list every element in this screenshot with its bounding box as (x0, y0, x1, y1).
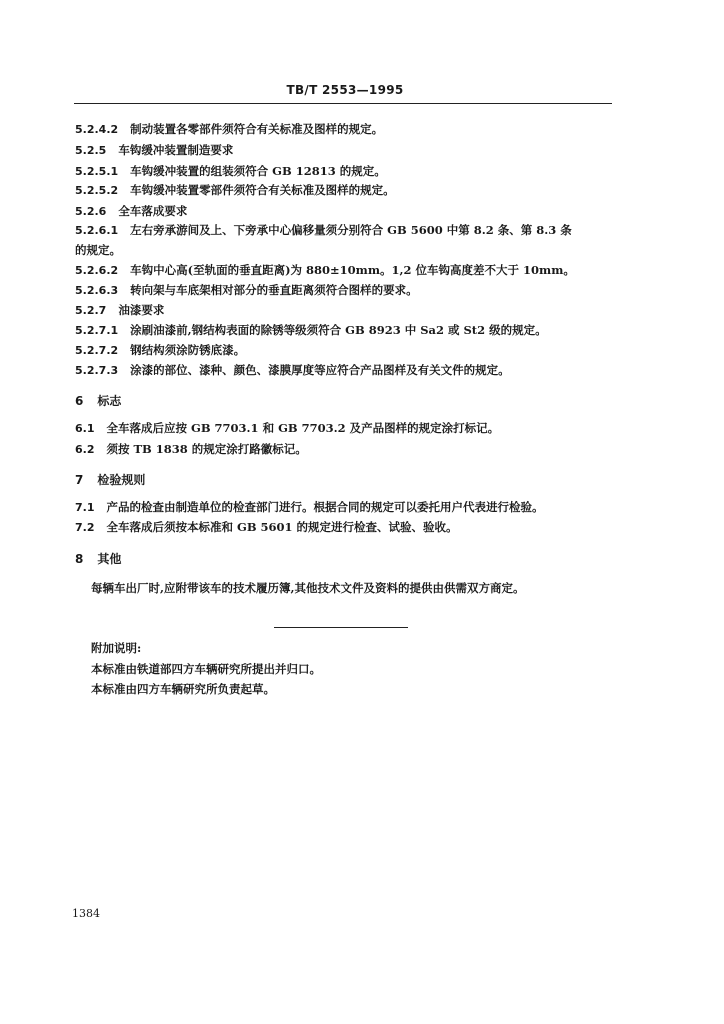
clause-text: 全车落成后应按 GB 7703.1 和 GB 7703.2 及产品图样的规定涂打标记。 (106, 421, 500, 435)
clause-5-2-6-1-continued (75, 242, 121, 258)
clause-5-2-6 (75, 203, 187, 219)
clause-text: 车钩缓冲装置零部件须符合有关标准及图样的规定。 (130, 183, 395, 197)
standard-code-header: TB/T 2553—1995 (286, 83, 404, 97)
clause-5-2-6-3 (75, 282, 418, 298)
clause-number: 6.1 (75, 422, 95, 435)
notes-divider (274, 627, 408, 628)
clause-text: 制动装置各零部件须符合有关标准及图样的规定。 (130, 122, 384, 136)
header-rule (74, 103, 612, 104)
clause-5-2-6-2 (75, 262, 575, 278)
section-7-heading (75, 471, 145, 488)
clause-text: 转向架与车底架相对部分的垂直距离须符合图样的要求。 (130, 283, 418, 297)
clause-text: 全车落成要求 (118, 204, 188, 218)
clause-5-2-5 (75, 142, 233, 158)
clause-text: 钢结构须涂防锈底漆。 (130, 343, 246, 357)
paragraph-text: 每辆车出厂时,应附带该车的技术履历簿,其他技术文件及资料的提供由供需双方商定。 (91, 581, 525, 595)
clause-5-2-7-1 (75, 322, 547, 338)
clause-number: 5.2.5 (75, 144, 107, 157)
section-number: 6 (75, 394, 84, 408)
clause-text: 车钩缓冲装置的组装须符合 GB 12813 的规定。 (130, 164, 386, 178)
clause-number: 6.2 (75, 443, 95, 456)
clause-number: 5.2.7.2 (75, 344, 119, 357)
notes-line-1: 本标准由铁道部四方车辆研究所提出并归口。 (91, 662, 321, 676)
clause-5-2-7 (75, 302, 164, 318)
clause-text: 的规定。 (75, 243, 121, 257)
notes-line-2: 本标准由四方车辆研究所负责起草。 (91, 682, 275, 696)
clause-number: 5.2.7.1 (75, 324, 119, 337)
clause-5-2-7-2 (75, 342, 245, 358)
clause-5-2-4-2 (75, 121, 383, 137)
clause-number: 5.2.6.1 (75, 224, 119, 237)
clause-5-2-5-1 (75, 163, 386, 179)
clause-number: 5.2.5.1 (75, 165, 119, 178)
clause-number: 7.2 (75, 521, 95, 534)
section-8-heading (75, 550, 121, 567)
section-6-heading (75, 392, 121, 409)
clause-text: 油漆要求 (118, 303, 165, 317)
section-title: 标志 (97, 394, 122, 408)
notes-title: 附加说明: (91, 641, 142, 655)
clause-number: 5.2.7.3 (75, 364, 119, 377)
clause-text: 涂刷油漆前,钢结构表面的除锈等级须符合 GB 8923 中 Sa2 或 St2 级的规定。 (130, 323, 547, 337)
clause-number: 5.2.6.2 (75, 264, 119, 277)
clause-7-2 (75, 519, 458, 535)
section-number: 7 (75, 473, 84, 487)
clause-text: 涂漆的部位、漆种、颜色、漆膜厚度等应符合产品图样及有关文件的规定。 (130, 363, 510, 377)
clause-7-1 (75, 499, 544, 515)
clause-text: 须按 TB 1838 的规定涂打路徽标记。 (106, 442, 307, 456)
section-number: 8 (75, 552, 84, 566)
clause-5-2-7-3 (75, 362, 510, 378)
section-title: 其他 (97, 552, 122, 566)
clause-5-2-6-1 (75, 222, 572, 238)
clause-number: 5.2.5.2 (75, 184, 119, 197)
clause-6-1 (75, 420, 499, 436)
clause-text: 全车落成后须按本标准和 GB 5601 的规定进行检查、试验、验收。 (106, 520, 458, 534)
clause-number: 5.2.6.3 (75, 284, 119, 297)
clause-number: 5.2.7 (75, 304, 107, 317)
clause-text: 车钩缓冲装置制造要求 (118, 143, 234, 157)
clause-text: 左右旁承游间及上、下旁承中心偏移量须分别符合 GB 5600 中第 8.2 条、第 8.3 条 (130, 223, 572, 237)
clause-text: 产品的检查由制造单位的检查部门进行。根据合同的规定可以委托用户代表进行检验。 (106, 500, 544, 514)
clause-5-2-5-2 (75, 182, 395, 198)
clause-6-2 (75, 441, 307, 457)
section-title: 检验规则 (97, 473, 146, 487)
page-number: 1384 (72, 907, 100, 920)
clause-number: 5.2.6 (75, 205, 107, 218)
clause-number: 5.2.4.2 (75, 123, 119, 136)
clause-number: 7.1 (75, 501, 95, 514)
section-8-paragraph (91, 580, 525, 596)
clause-text: 车钩中心高(至轨面的垂直距离)为 880±10mm。1,2 位车钩高度差不大于 10mm。 (130, 263, 575, 277)
